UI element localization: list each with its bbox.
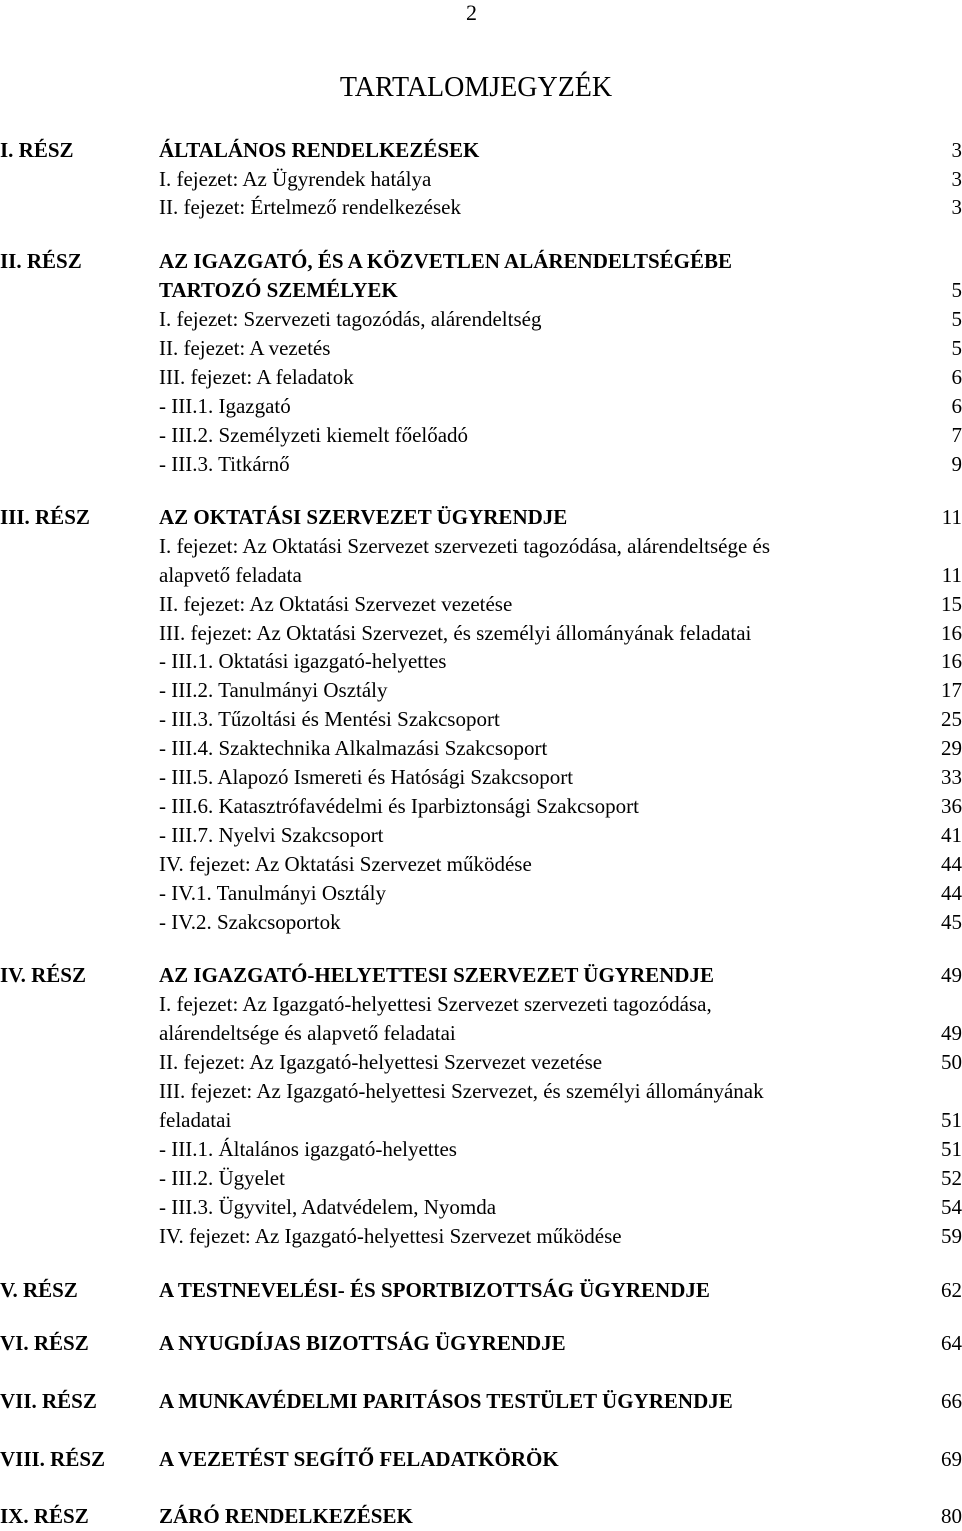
toc-title: TARTALOMJEGYZÉK (0, 72, 952, 104)
page-ref: 7 (952, 421, 962, 450)
entry-title: - III.2. Személyzeti kiemelt főelőadó (159, 421, 468, 450)
entry-title: I. fejezet: Az Oktatási Szervezet szervezeti tagozódása, alárendeltsége és (159, 532, 770, 561)
toc-entry-row (0, 850, 962, 879)
toc-entry-row (0, 165, 962, 194)
part-label: VII. RÉSZ (0, 1387, 97, 1416)
page-ref: 49 (941, 961, 962, 990)
entry-title: - III.4. Szaktechnika Alkalmazási Szakcsoport (159, 734, 547, 763)
toc-entry-row (0, 421, 962, 450)
page-ref: 50 (941, 1048, 962, 1077)
part-label: VIII. RÉSZ (0, 1445, 105, 1474)
page-ref: 33 (941, 763, 962, 792)
page-ref: 16 (941, 647, 962, 676)
entry-title: - III.2. Ügyelet (159, 1164, 285, 1193)
page-ref: 16 (941, 619, 962, 648)
part-title: AZ IGAZGATÓ-HELYETTESI SZERVEZET ÜGYRENDJE (159, 961, 714, 990)
toc-part-row (0, 136, 962, 165)
part-label: V. RÉSZ (0, 1276, 78, 1305)
toc-entry-row (0, 1135, 962, 1164)
toc-part-row (0, 1329, 962, 1358)
toc-entry-row (0, 647, 962, 676)
page-ref: 3 (952, 136, 962, 165)
toc-part-row (0, 503, 962, 532)
part-label: IX. RÉSZ (0, 1502, 89, 1531)
page-ref: 17 (941, 676, 962, 705)
entry-title: - III.1. Igazgató (159, 392, 291, 421)
entry-title: IV. fejezet: Az Igazgató-helyettesi Szervezet működése (159, 1222, 622, 1251)
entry-title: - III.6. Katasztrófavédelmi és Iparbiztonsági Szakcsoport (159, 792, 639, 821)
toc-entry-row (0, 990, 962, 1019)
page-ref: 54 (941, 1193, 962, 1222)
page-ref: 69 (941, 1445, 962, 1474)
part-title: A MUNKAVÉDELMI PARITÁSOS TESTÜLET ÜGYRENDJE (159, 1387, 733, 1416)
page-ref: 6 (952, 392, 962, 421)
toc-entry-row (0, 705, 962, 734)
page-ref: 5 (952, 276, 962, 305)
toc-part-row (0, 247, 962, 276)
page-ref: 3 (952, 193, 962, 222)
part-title: AZ OKTATÁSI SZERVEZET ÜGYRENDJE (159, 503, 567, 532)
page-ref: 62 (941, 1276, 962, 1305)
toc-entry-row (0, 1019, 962, 1048)
entry-title: I. fejezet: Az Ügyrendek hatálya (159, 165, 431, 194)
entry-title: III. fejezet: A feladatok (159, 363, 354, 392)
entry-title: - III.1. Oktatási igazgató-helyettes (159, 647, 446, 676)
page-ref: 5 (952, 305, 962, 334)
entry-title: - III.2. Tanulmányi Osztály (159, 676, 388, 705)
page-ref: 44 (941, 879, 962, 908)
entry-title: I. fejezet: Szervezeti tagozódás, alárendeltség (159, 305, 541, 334)
page-ref: 6 (952, 363, 962, 392)
toc-entry-row (0, 1048, 962, 1077)
part-title: AZ IGAZGATÓ, ÉS A KÖZVETLEN ALÁRENDELTSÉGÉBE (159, 247, 732, 276)
page-ref: 59 (941, 1222, 962, 1251)
entry-title: IV. fejezet: Az Oktatási Szervezet működése (159, 850, 532, 879)
toc-entry-row (0, 821, 962, 850)
page-ref: 11 (942, 561, 962, 590)
toc-entry-row (0, 305, 962, 334)
page-ref: 25 (941, 705, 962, 734)
page-ref: 52 (941, 1164, 962, 1193)
part-title: ÁLTALÁNOS RENDELKEZÉSEK (159, 136, 479, 165)
toc-entry-row (0, 450, 962, 479)
toc-entry-row (0, 879, 962, 908)
entry-title: III. fejezet: Az Igazgató-helyettesi Szervezet, és személyi állományának (159, 1077, 764, 1106)
toc-entry-row (0, 1164, 962, 1193)
toc-entry-row (0, 590, 962, 619)
entry-title: - IV.2. Szakcsoportok (159, 908, 341, 937)
page-number: 2 (466, 0, 477, 26)
toc-entry-row (0, 334, 962, 363)
page-ref: 49 (941, 1019, 962, 1048)
toc-entry-row (0, 676, 962, 705)
toc-part-row (0, 1387, 962, 1416)
page-ref: 64 (941, 1329, 962, 1358)
toc-entry-row (0, 619, 962, 648)
page-ref: 41 (941, 821, 962, 850)
entry-title: - III.3. Ügyvitel, Adatvédelem, Nyomda (159, 1193, 496, 1222)
toc-part-row (0, 1276, 962, 1305)
page-ref: 51 (941, 1135, 962, 1164)
page-ref: 3 (952, 165, 962, 194)
page-ref: 51 (941, 1106, 962, 1135)
toc-entry-row (0, 363, 962, 392)
page-ref: 5 (952, 334, 962, 363)
toc-entry-row (0, 734, 962, 763)
entry-title: alapvető feladata (159, 561, 302, 590)
toc-entry-row (0, 392, 962, 421)
entry-title: - III.1. Általános igazgató-helyettes (159, 1135, 457, 1164)
part-title: TARTOZÓ SZEMÉLYEK (159, 276, 398, 305)
entry-title: feladatai (159, 1106, 231, 1135)
page-ref: 29 (941, 734, 962, 763)
part-title: ZÁRÓ RENDELKEZÉSEK (159, 1502, 413, 1531)
toc-entry-row (0, 908, 962, 937)
toc-entry-row (0, 763, 962, 792)
toc-entry-row (0, 561, 962, 590)
entry-title: II. fejezet: Az Oktatási Szervezet vezetése (159, 590, 512, 619)
page-ref: 44 (941, 850, 962, 879)
toc-entry-row (0, 276, 962, 305)
entry-title: II. fejezet: Az Igazgató-helyettesi Szervezet vezetése (159, 1048, 602, 1077)
toc-entry-row (0, 792, 962, 821)
page-ref: 66 (941, 1387, 962, 1416)
part-label: IV. RÉSZ (0, 961, 86, 990)
part-title: A VEZETÉST SEGÍTŐ FELADATKÖRÖK (159, 1445, 559, 1474)
toc-part-row (0, 961, 962, 990)
entry-title: III. fejezet: Az Oktatási Szervezet, és személyi állományának feladatai (159, 619, 751, 648)
part-title: A NYUGDÍJAS BIZOTTSÁG ÜGYRENDJE (159, 1329, 566, 1358)
toc-entry-row (0, 193, 962, 222)
page-ref: 80 (941, 1502, 962, 1531)
entry-title: II. fejezet: Értelmező rendelkezések (159, 193, 461, 222)
page-ref: 9 (952, 450, 962, 479)
toc-entry-row (0, 532, 962, 561)
entry-title: - IV.1. Tanulmányi Osztály (159, 879, 386, 908)
toc-entry-row (0, 1222, 962, 1251)
part-label: III. RÉSZ (0, 503, 90, 532)
toc-entry-row (0, 1193, 962, 1222)
toc-entry-row (0, 1106, 962, 1135)
toc-part-row (0, 1445, 962, 1474)
entry-title: I. fejezet: Az Igazgató-helyettesi Szervezet szervezeti tagozódása, (159, 990, 712, 1019)
part-label: VI. RÉSZ (0, 1329, 89, 1358)
part-label: II. RÉSZ (0, 247, 82, 276)
page-ref: 15 (941, 590, 962, 619)
page-ref: 36 (941, 792, 962, 821)
toc-entry-row (0, 1077, 962, 1106)
part-label: I. RÉSZ (0, 136, 74, 165)
toc-part-row (0, 1502, 962, 1531)
part-title: A TESTNEVELÉSI- ÉS SPORTBIZOTTSÁG ÜGYRENDJE (159, 1276, 710, 1305)
entry-title: - III.3. Tűzoltási és Mentési Szakcsoport (159, 705, 500, 734)
entry-title: II. fejezet: A vezetés (159, 334, 330, 363)
entry-title: alárendeltsége és alapvető feladatai (159, 1019, 456, 1048)
page-ref: 45 (941, 908, 962, 937)
entry-title: - III.5. Alapozó Ismereti és Hatósági Szakcsoport (159, 763, 573, 792)
page-ref: 11 (942, 503, 962, 532)
entry-title: - III.3. Titkárnő (159, 450, 290, 479)
entry-title: - III.7. Nyelvi Szakcsoport (159, 821, 384, 850)
